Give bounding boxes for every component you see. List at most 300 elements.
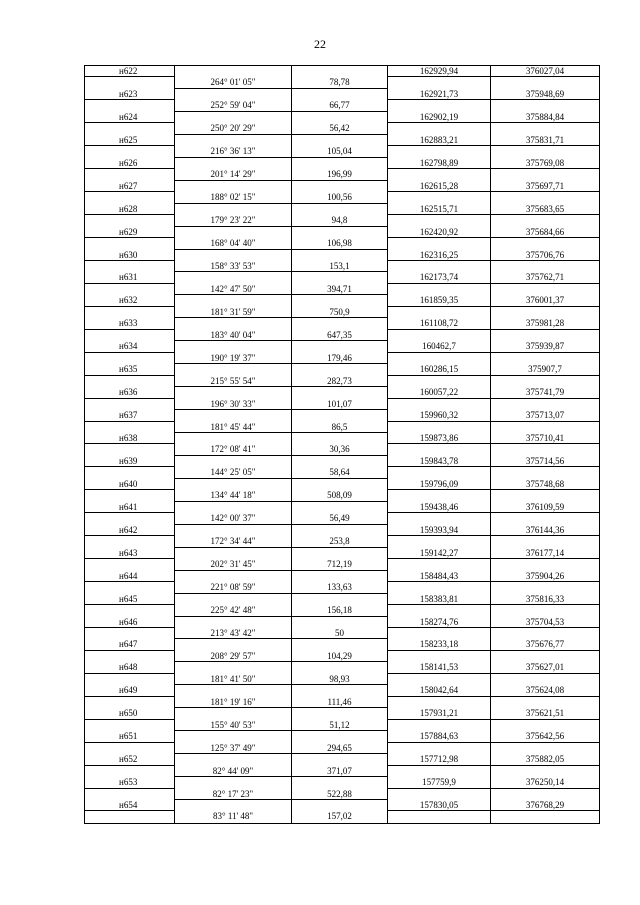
empty-cell bbox=[292, 181, 388, 192]
empty-cell bbox=[491, 238, 599, 249]
empty-cell bbox=[175, 272, 292, 283]
coordinates-table bbox=[84, 65, 600, 824]
empty-cell bbox=[85, 536, 175, 547]
point-row bbox=[85, 777, 599, 788]
x-coordinate: 159393,94 bbox=[388, 525, 491, 536]
point-row bbox=[85, 479, 599, 490]
empty-cell bbox=[85, 720, 175, 731]
segment-length: 750,9 bbox=[292, 307, 388, 318]
empty-cell bbox=[175, 525, 292, 536]
empty-cell bbox=[388, 651, 491, 662]
point-row bbox=[85, 548, 599, 559]
empty-cell bbox=[175, 135, 292, 146]
point-row bbox=[85, 617, 599, 628]
empty-cell bbox=[85, 697, 175, 708]
empty-cell bbox=[388, 513, 491, 524]
segment-row bbox=[85, 307, 599, 318]
empty-cell bbox=[388, 766, 491, 777]
x-coordinate: 157884,63 bbox=[388, 731, 491, 742]
x-coordinate: 158274,76 bbox=[388, 617, 491, 628]
point-row bbox=[85, 571, 599, 582]
empty-cell bbox=[85, 330, 175, 341]
point-id: н627 bbox=[85, 181, 175, 192]
point-row bbox=[85, 66, 599, 77]
x-coordinate: 162173,74 bbox=[388, 272, 491, 283]
empty-cell bbox=[388, 238, 491, 249]
y-coordinate: 375621,51 bbox=[491, 708, 599, 719]
empty-cell bbox=[85, 77, 175, 88]
segment-row bbox=[85, 399, 599, 410]
empty-cell bbox=[388, 307, 491, 318]
segment-length: 66,77 bbox=[292, 100, 388, 111]
empty-cell bbox=[175, 89, 292, 100]
segment-row bbox=[85, 215, 599, 226]
point-id: н622 bbox=[85, 66, 175, 77]
empty-cell bbox=[175, 456, 292, 467]
segment-row bbox=[85, 536, 599, 547]
empty-cell bbox=[85, 490, 175, 501]
y-coordinate: 376144,36 bbox=[491, 525, 599, 536]
segment-length: 282,73 bbox=[292, 376, 388, 387]
empty-cell bbox=[85, 123, 175, 134]
segment-length: 50 bbox=[292, 628, 388, 639]
segment-length: 157,02 bbox=[292, 811, 388, 822]
segment-length: 371,07 bbox=[292, 766, 388, 777]
empty-cell bbox=[85, 169, 175, 180]
segment-length: 100,56 bbox=[292, 192, 388, 203]
empty-cell bbox=[491, 123, 599, 134]
direction-angle: 252° 59' 04" bbox=[175, 100, 292, 111]
segment-row bbox=[85, 192, 599, 203]
segment-length: 30,36 bbox=[292, 444, 388, 455]
x-coordinate: 159438,46 bbox=[388, 502, 491, 513]
empty-cell bbox=[491, 376, 599, 387]
segment-row bbox=[85, 674, 599, 685]
y-coordinate: 375741,79 bbox=[491, 387, 599, 398]
empty-cell bbox=[491, 444, 599, 455]
segment-row bbox=[85, 422, 599, 433]
empty-cell bbox=[175, 502, 292, 513]
point-id: н631 bbox=[85, 272, 175, 283]
empty-cell bbox=[175, 158, 292, 169]
x-coordinate: 160286,15 bbox=[388, 364, 491, 375]
page-number: 22 bbox=[314, 37, 326, 51]
empty-cell bbox=[388, 261, 491, 272]
point-row bbox=[85, 639, 599, 650]
point-row bbox=[85, 731, 599, 742]
direction-angle: 181° 31' 59" bbox=[175, 307, 292, 318]
direction-angle: 83° 11' 48" bbox=[175, 811, 292, 822]
empty-cell bbox=[85, 146, 175, 157]
empty-cell bbox=[85, 422, 175, 433]
direction-angle: 225° 42' 48" bbox=[175, 605, 292, 616]
empty-cell bbox=[175, 685, 292, 696]
segment-row bbox=[85, 490, 599, 501]
empty-cell bbox=[491, 674, 599, 685]
empty-cell bbox=[491, 100, 599, 111]
empty-cell bbox=[292, 617, 388, 628]
empty-cell bbox=[292, 250, 388, 261]
segment-length: 56,42 bbox=[292, 123, 388, 134]
direction-angle: 250° 20' 29" bbox=[175, 123, 292, 134]
segment-row bbox=[85, 811, 599, 822]
x-coordinate: 162902,19 bbox=[388, 112, 491, 123]
segment-row bbox=[85, 169, 599, 180]
x-coordinate: 157759,9 bbox=[388, 777, 491, 788]
direction-angle: 201° 14' 29" bbox=[175, 169, 292, 180]
segment-row bbox=[85, 376, 599, 387]
y-coordinate: 375981,28 bbox=[491, 318, 599, 329]
empty-cell bbox=[292, 158, 388, 169]
point-row bbox=[85, 433, 599, 444]
empty-cell bbox=[292, 502, 388, 513]
empty-cell bbox=[292, 112, 388, 123]
direction-angle: 82° 44' 09" bbox=[175, 766, 292, 777]
segment-length: 104,29 bbox=[292, 651, 388, 662]
x-coordinate: 157830,05 bbox=[388, 800, 491, 811]
empty-cell bbox=[85, 559, 175, 570]
y-coordinate: 375907,7 bbox=[491, 364, 599, 375]
empty-cell bbox=[175, 708, 292, 719]
segment-length: 58,64 bbox=[292, 467, 388, 478]
empty-cell bbox=[292, 364, 388, 375]
empty-cell bbox=[388, 490, 491, 501]
direction-angle: 172° 08' 41" bbox=[175, 444, 292, 455]
empty-cell bbox=[388, 789, 491, 800]
y-coordinate: 375816,33 bbox=[491, 594, 599, 605]
x-coordinate: 162615,28 bbox=[388, 181, 491, 192]
point-row bbox=[85, 800, 599, 811]
empty-cell bbox=[388, 192, 491, 203]
point-row bbox=[85, 318, 599, 329]
empty-cell bbox=[85, 766, 175, 777]
empty-cell bbox=[175, 341, 292, 352]
empty-cell bbox=[388, 215, 491, 226]
x-coordinate: 161859,35 bbox=[388, 295, 491, 306]
y-coordinate: 376177,14 bbox=[491, 548, 599, 559]
point-id: н644 bbox=[85, 571, 175, 582]
empty-cell bbox=[85, 674, 175, 685]
point-row bbox=[85, 364, 599, 375]
empty-cell bbox=[175, 112, 292, 123]
empty-cell bbox=[491, 536, 599, 547]
point-row bbox=[85, 158, 599, 169]
direction-angle: 134° 44' 18" bbox=[175, 490, 292, 501]
point-row bbox=[85, 112, 599, 123]
segment-length: 647,35 bbox=[292, 330, 388, 341]
point-row bbox=[85, 250, 599, 261]
direction-angle: 188° 02' 15" bbox=[175, 192, 292, 203]
x-coordinate: 158141,53 bbox=[388, 662, 491, 673]
segment-row bbox=[85, 720, 599, 731]
empty-cell bbox=[388, 467, 491, 478]
empty-cell bbox=[292, 66, 388, 77]
point-row bbox=[85, 708, 599, 719]
empty-cell bbox=[491, 146, 599, 157]
empty-cell bbox=[292, 594, 388, 605]
empty-cell bbox=[491, 330, 599, 341]
empty-cell bbox=[175, 318, 292, 329]
empty-cell bbox=[491, 766, 599, 777]
segment-row bbox=[85, 651, 599, 662]
segment-length: 111,46 bbox=[292, 697, 388, 708]
point-id: н648 bbox=[85, 662, 175, 673]
segment-row bbox=[85, 789, 599, 800]
segment-length: 98,93 bbox=[292, 674, 388, 685]
segment-length: 94,8 bbox=[292, 215, 388, 226]
segment-row bbox=[85, 605, 599, 616]
empty-cell bbox=[85, 215, 175, 226]
empty-cell bbox=[491, 422, 599, 433]
empty-cell bbox=[85, 444, 175, 455]
y-coordinate: 375762,71 bbox=[491, 272, 599, 283]
segment-row bbox=[85, 77, 599, 88]
segment-length: 156,18 bbox=[292, 605, 388, 616]
empty-cell bbox=[388, 77, 491, 88]
segment-length: 508,09 bbox=[292, 490, 388, 501]
direction-angle: 190° 19' 37" bbox=[175, 353, 292, 364]
x-coordinate: 159843,78 bbox=[388, 456, 491, 467]
empty-cell bbox=[388, 169, 491, 180]
point-row bbox=[85, 181, 599, 192]
empty-cell bbox=[175, 433, 292, 444]
direction-angle: 172° 34' 44" bbox=[175, 536, 292, 547]
direction-angle: 216° 36' 13" bbox=[175, 146, 292, 157]
point-id: н654 bbox=[85, 800, 175, 811]
point-id: н641 bbox=[85, 502, 175, 513]
segment-row bbox=[85, 123, 599, 134]
segment-row bbox=[85, 444, 599, 455]
empty-cell bbox=[85, 399, 175, 410]
segment-length: 179,46 bbox=[292, 353, 388, 364]
direction-angle: 158° 33' 53" bbox=[175, 261, 292, 272]
empty-cell bbox=[292, 341, 388, 352]
x-coordinate: 162883,21 bbox=[388, 135, 491, 146]
empty-cell bbox=[292, 754, 388, 765]
empty-cell bbox=[85, 789, 175, 800]
point-id: н638 bbox=[85, 433, 175, 444]
y-coordinate: 375713,07 bbox=[491, 410, 599, 421]
direction-angle: 202° 31' 45" bbox=[175, 559, 292, 570]
direction-angle: 142° 00' 37" bbox=[175, 513, 292, 524]
point-id: н629 bbox=[85, 227, 175, 238]
x-coordinate: 162515,71 bbox=[388, 204, 491, 215]
empty-cell bbox=[85, 743, 175, 754]
point-row bbox=[85, 387, 599, 398]
point-id: н625 bbox=[85, 135, 175, 146]
empty-cell bbox=[292, 410, 388, 421]
empty-cell bbox=[491, 559, 599, 570]
empty-cell bbox=[388, 376, 491, 387]
x-coordinate: 162420,92 bbox=[388, 227, 491, 238]
direction-angle: 155° 40' 53" bbox=[175, 720, 292, 731]
y-coordinate: 375642,56 bbox=[491, 731, 599, 742]
x-coordinate: 159796,09 bbox=[388, 479, 491, 490]
empty-cell bbox=[175, 250, 292, 261]
x-coordinate: 158042,64 bbox=[388, 685, 491, 696]
empty-cell bbox=[491, 628, 599, 639]
empty-cell bbox=[85, 100, 175, 111]
empty-cell bbox=[292, 662, 388, 673]
empty-cell bbox=[491, 582, 599, 593]
point-row bbox=[85, 754, 599, 765]
direction-angle: 181° 45' 44" bbox=[175, 422, 292, 433]
segment-length: 86,5 bbox=[292, 422, 388, 433]
point-row bbox=[85, 295, 599, 306]
empty-cell bbox=[85, 811, 175, 822]
segment-row bbox=[85, 582, 599, 593]
empty-cell bbox=[388, 582, 491, 593]
point-id: н628 bbox=[85, 204, 175, 215]
x-coordinate: 158233,18 bbox=[388, 639, 491, 650]
y-coordinate: 375706,76 bbox=[491, 250, 599, 261]
direction-angle: 264° 01' 05" bbox=[175, 77, 292, 88]
segment-length: 196,99 bbox=[292, 169, 388, 180]
direction-angle: 142° 47' 50" bbox=[175, 284, 292, 295]
empty-cell bbox=[85, 353, 175, 364]
empty-cell bbox=[388, 605, 491, 616]
y-coordinate: 375676,77 bbox=[491, 639, 599, 650]
empty-cell bbox=[175, 662, 292, 673]
empty-cell bbox=[388, 674, 491, 685]
segment-row bbox=[85, 353, 599, 364]
segment-length: 51,12 bbox=[292, 720, 388, 731]
empty-cell bbox=[175, 754, 292, 765]
empty-cell bbox=[388, 444, 491, 455]
empty-cell bbox=[388, 399, 491, 410]
empty-cell bbox=[388, 697, 491, 708]
empty-cell bbox=[292, 204, 388, 215]
y-coordinate: 375939,87 bbox=[491, 341, 599, 352]
point-id: н640 bbox=[85, 479, 175, 490]
x-coordinate: 162921,73 bbox=[388, 89, 491, 100]
y-coordinate: 375769,08 bbox=[491, 158, 599, 169]
point-id: н653 bbox=[85, 777, 175, 788]
segment-length: 78,78 bbox=[292, 77, 388, 88]
point-row bbox=[85, 502, 599, 513]
segment-row bbox=[85, 766, 599, 777]
empty-cell bbox=[491, 467, 599, 478]
empty-cell bbox=[491, 490, 599, 501]
x-coordinate: 160057,22 bbox=[388, 387, 491, 398]
y-coordinate: 376250,14 bbox=[491, 777, 599, 788]
point-row bbox=[85, 685, 599, 696]
direction-angle: 208° 29' 57" bbox=[175, 651, 292, 662]
empty-cell bbox=[388, 743, 491, 754]
segment-row bbox=[85, 559, 599, 570]
x-coordinate: 159873,86 bbox=[388, 433, 491, 444]
empty-cell bbox=[175, 66, 292, 77]
empty-cell bbox=[388, 559, 491, 570]
y-coordinate: 375624,08 bbox=[491, 685, 599, 696]
point-row bbox=[85, 204, 599, 215]
empty-cell bbox=[85, 513, 175, 524]
empty-cell bbox=[292, 318, 388, 329]
empty-cell bbox=[292, 479, 388, 490]
point-id: н649 bbox=[85, 685, 175, 696]
empty-cell bbox=[491, 261, 599, 272]
segment-length: 253,8 bbox=[292, 536, 388, 547]
empty-cell bbox=[85, 192, 175, 203]
direction-angle: 125° 37' 49" bbox=[175, 743, 292, 754]
point-id: н652 bbox=[85, 754, 175, 765]
point-id: н626 bbox=[85, 158, 175, 169]
point-row bbox=[85, 662, 599, 673]
empty-cell bbox=[388, 353, 491, 364]
y-coordinate: 375748,68 bbox=[491, 479, 599, 490]
segment-row bbox=[85, 238, 599, 249]
point-id: н636 bbox=[85, 387, 175, 398]
segment-row bbox=[85, 284, 599, 295]
point-id: н651 bbox=[85, 731, 175, 742]
direction-angle: 196° 30' 33" bbox=[175, 399, 292, 410]
direction-angle: 144° 25' 05" bbox=[175, 467, 292, 478]
direction-angle: 215° 55' 54" bbox=[175, 376, 292, 387]
empty-cell bbox=[292, 639, 388, 650]
empty-cell bbox=[491, 720, 599, 731]
point-id: н645 bbox=[85, 594, 175, 605]
empty-cell bbox=[491, 399, 599, 410]
point-id: н643 bbox=[85, 548, 175, 559]
y-coordinate: 375704,53 bbox=[491, 617, 599, 628]
point-id: н624 bbox=[85, 112, 175, 123]
empty-cell bbox=[292, 708, 388, 719]
segment-row bbox=[85, 261, 599, 272]
y-coordinate: 375710,41 bbox=[491, 433, 599, 444]
x-coordinate: 161108,72 bbox=[388, 318, 491, 329]
empty-cell bbox=[491, 307, 599, 318]
point-row bbox=[85, 89, 599, 100]
point-id: н647 bbox=[85, 639, 175, 650]
direction-angle: 181° 41' 50" bbox=[175, 674, 292, 685]
x-coordinate: 160462,7 bbox=[388, 341, 491, 352]
point-id: н635 bbox=[85, 364, 175, 375]
segment-length: 522,88 bbox=[292, 789, 388, 800]
y-coordinate: 375904,26 bbox=[491, 571, 599, 582]
y-coordinate: 376768,29 bbox=[491, 800, 599, 811]
empty-cell bbox=[175, 227, 292, 238]
empty-cell bbox=[175, 571, 292, 582]
segment-row bbox=[85, 330, 599, 341]
empty-cell bbox=[175, 479, 292, 490]
x-coordinate: 157931,21 bbox=[388, 708, 491, 719]
empty-cell bbox=[292, 227, 388, 238]
point-id: н650 bbox=[85, 708, 175, 719]
empty-cell bbox=[175, 617, 292, 628]
empty-cell bbox=[85, 238, 175, 249]
empty-cell bbox=[175, 639, 292, 650]
y-coordinate: 375683,65 bbox=[491, 204, 599, 215]
empty-cell bbox=[85, 284, 175, 295]
empty-cell bbox=[491, 811, 599, 822]
empty-cell bbox=[292, 135, 388, 146]
point-row bbox=[85, 594, 599, 605]
empty-cell bbox=[388, 284, 491, 295]
empty-cell bbox=[85, 467, 175, 478]
y-coordinate: 375697,71 bbox=[491, 181, 599, 192]
empty-cell bbox=[491, 743, 599, 754]
empty-cell bbox=[292, 731, 388, 742]
segment-row bbox=[85, 146, 599, 157]
empty-cell bbox=[491, 169, 599, 180]
empty-cell bbox=[175, 364, 292, 375]
empty-cell bbox=[491, 192, 599, 203]
empty-cell bbox=[491, 513, 599, 524]
empty-cell bbox=[388, 146, 491, 157]
segment-row bbox=[85, 743, 599, 754]
x-coordinate: 162316,25 bbox=[388, 250, 491, 261]
y-coordinate: 375627,01 bbox=[491, 662, 599, 673]
